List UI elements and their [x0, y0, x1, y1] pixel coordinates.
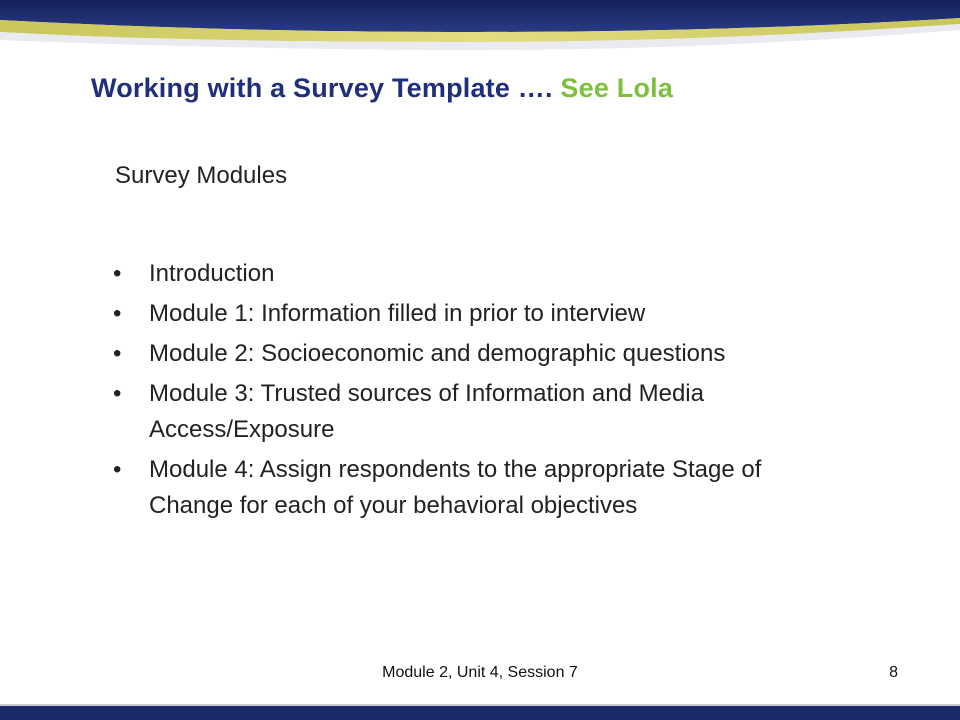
bullet-dot-icon: • — [113, 380, 122, 407]
bullet-text: Module 3: Trusted sources of Information and Media Access/Exposure — [149, 380, 704, 443]
bullet-item — [113, 376, 833, 448]
title-highlight: See Lola — [560, 73, 674, 103]
bullet-text: Module 2: Socioeconomic and demographic questions — [149, 340, 726, 367]
bullet-dot-icon: • — [113, 456, 122, 483]
bullet-item — [113, 336, 833, 372]
bullet-list — [113, 256, 833, 528]
footer-band-decoration — [0, 704, 960, 720]
bullet-text: Introduction — [149, 260, 275, 287]
bullet-item — [113, 296, 833, 332]
bullet-dot-icon: • — [113, 260, 122, 287]
title-main: Working with a Survey Template …. — [91, 73, 553, 103]
bullet-text: Module 4: Assign respondents to the appropriate Stage of Change for each of your behavioral objectives — [149, 456, 762, 519]
section-subtitle: Survey Modules — [115, 162, 288, 189]
header-swoosh-decoration — [0, 0, 960, 80]
bullet-text: Module 1: Information filled in prior to interview — [149, 300, 646, 327]
slide-title — [91, 73, 673, 104]
footer-session-label: Module 2, Unit 4, Session 7 — [382, 664, 578, 681]
bullet-item — [113, 256, 833, 292]
page-number: 8 — [889, 664, 898, 681]
bullet-dot-icon: • — [113, 340, 122, 367]
bullet-item — [113, 452, 833, 524]
bullet-dot-icon: • — [113, 300, 122, 327]
